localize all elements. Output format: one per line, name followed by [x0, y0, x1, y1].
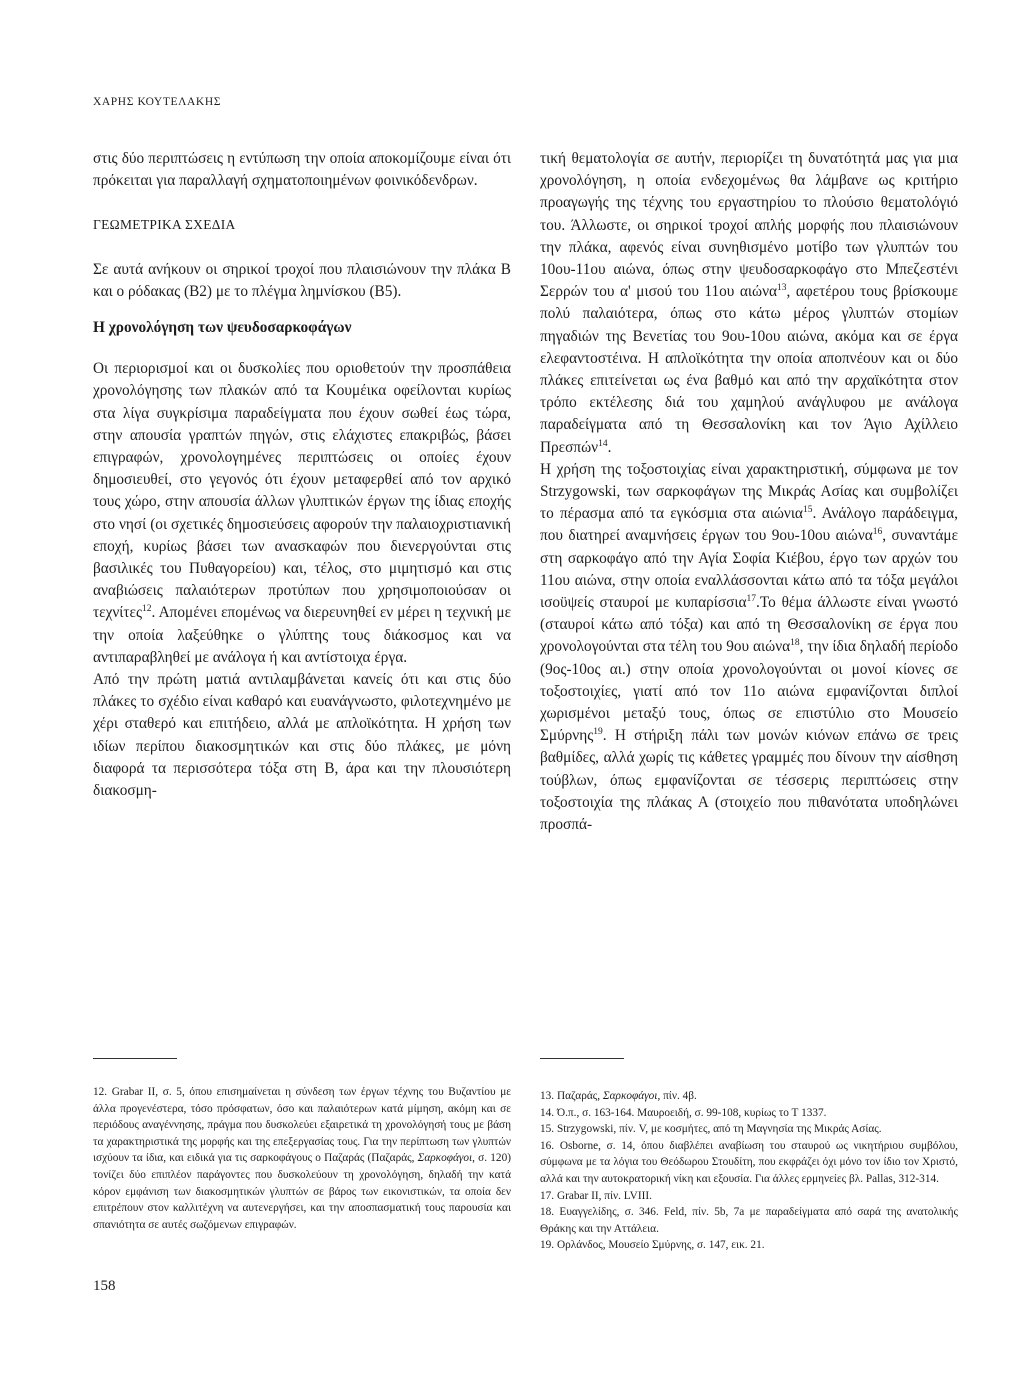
footnote-rule-right: [540, 1058, 624, 1059]
right-p2-text-4: .Το θέμα άλλωστε είναι γνωστό (σταυροί κάτω από τόξα) και από τη Θεσσαλονίκη σε έργα που χρονολογούνται στα τέλη του 9ου αιώνα: [540, 594, 958, 656]
right-paragraph-1: [540, 148, 958, 459]
page-number: 158: [93, 1278, 116, 1294]
footnote-ref-12[interactable]: 12: [142, 604, 152, 615]
right-p1-end: .: [607, 438, 612, 456]
right-p2-text-5: , την ίδια δηλαδή περίοδο (9ος-10ος αι.) στην οποία χρονολογούνται οι μονοί κίονες σε τοξοστοιχίες, γιατί από τον 11ο αιώνα εμφανίζονται διπλοί χωρισμένοι μεταξύ τους, όπως σε επιστύλιο στο Μουσείο Σμύρνης: [540, 638, 958, 745]
footnote-12-rest: , σ. 120) τονίζει δύο επιπλέον παράγοντες που δυσκολεύουν τη χρονολόγηση, δηλαδή την κατά κόρον εμφάνιση των διακοσμητικών γλυπτών σε βάρος των εικονιστικών, τα οποία δεν επιτρέπουν στον καλλιτέχνη να αυτενεργήσει, και την αποσπασματική τους παρουσία και σπανιότητα σε αυτές σωζόμενων επιγραφών.: [93, 1152, 511, 1231]
footnote-18: 18. Ευαγγελίδης, σ. 346. Feld, πίν. 5b, 7a με παραδείγματα από σαρά της ανατολικής Θράκης και την Αττάλεια.: [540, 1206, 958, 1235]
left-column: [93, 148, 511, 802]
footnote-14: 14. Ό.π., σ. 163-164. Μαυροειδή, σ. 99-108, κυρίως το Τ 1337.: [540, 1106, 827, 1119]
footnote-13-text: 13. Παζαράς,: [540, 1090, 603, 1102]
footnote-19: 19. Ορλάνδος, Μουσείο Σμύρνης, σ. 147, εικ. 21.: [540, 1239, 765, 1252]
dating-p1-text: Οι περιορισμοί και οι δυσκολίες που οριοθετούν την προσπάθεια χρονολόγησης των πλακών από τα Κουμέικα οφείλονται κυρίως στα λίγα συγκρίσιμα παραδείγματα που έχουν σωθεί έως τώρα, στην απουσία γραπτών πηγών, στις ελάχιστες επακριβώς, βάσει επιγραφών, χρονολογημένες περιπτώσεις οι οποίες έχουν δημοσιευθεί, στο γεγονός ότι έχουν μεταφερθεί από τον αρχικό τους χώρο, στην απουσία άλλων γλυπτικών έργων της ίδιας εποχής στο νησί (οι σχετικές δημοσιεύσεις αφορούν την παλαιοχριστιανική εποχή, κυρίως βάσει των ανασκαφών που διενεργούνται στις βασιλικές του Πυθαγορείου) και, τέλος, στο μιμητισμό και στις αναβιώσεις παλαιότερων προτύπων που χρησιμοποιούσαν οι τεχνίτες: [93, 360, 511, 622]
footnote-12-text: 12. Grabar II, σ. 5, όπου επισημαίνεται η σύνδεση των έργων τέχνης του Βυζαντίου με άλλα προγενέστερα, τόσο πρόσφατων, όσο και παλαιότερων κατά μίμηση, ακόμη και σε περιόδους αναγέννησης, πράγμα που δυσκολεύει εξαιρετικά τη χρονολόγησή τους με βάση τα χαρακτηριστικά της μορφής και της επεξεργασίας τους. Για την περίπτωση των γλυπτών ισχύουν τα ίδια, και ειδικά για τις σαρκοφάγους ο Παζαράς (Παζαράς,: [93, 1086, 511, 1165]
right-p2-text-2: . Ανάλογο παράδειγμα, που διατηρεί αναμνήσεις έργων του 9ου-10ου αιώνα: [540, 505, 958, 545]
footnote-ref-18[interactable]: 18: [790, 638, 800, 649]
dating-paragraph-1: [93, 358, 511, 669]
footnote-ref-17[interactable]: 17: [746, 593, 757, 604]
footnote-12: [93, 1084, 511, 1233]
footnote-13-title: Σαρκοφάγοι: [602, 1090, 658, 1102]
right-p2-text: Η χρήση της τοξοστοιχίας είναι χαρακτηριστική, σύμφωνα με τον Strzygowski, των σαρκοφάγων της Μικράς Ασίας και συμβολίζει το πέρασμα από τα εγκόσμια στα αιώνια: [540, 460, 958, 523]
footnote-17: 17. Grabar II, πίν. LVIII.: [540, 1189, 652, 1202]
footnote-16: 16. Osborne, σ. 14, όπου διαβλέπει αναβίωση του σταυρού ως νικητήριου συμβόλου, σύμφωνα με τα λόγια του Θεόδωρου Στουδίτη, που εκφράζει όχι μόνο τον ίδιο τον Χριστό, αλλά και την αυτοκρατορική νίκη και εξουσία. Για άλλες ερμηνείες βλ. Pallas, 312-314.: [540, 1139, 958, 1185]
footnote-13-rest: , πίν. 4β.: [657, 1090, 697, 1102]
right-p2-text-6: . Η στήριξη πάλι των μονών κιόνων επάνω σε τρεις βαθμίδες, αλλά χωρίς τις κάθετες γραμμές που δίνουν την αίσθηση τούβλων, όπως εμφανίζονται σε τέσσερις περιπτώσεις στην τοξοστοιχία της πλάκας Α (στοιχείο που πιθανότατα υποδηλώνει προσπά-: [540, 727, 958, 834]
right-column: [540, 148, 958, 836]
right-paragraph-2: [540, 459, 958, 836]
footnote-ref-19[interactable]: 19: [593, 727, 603, 738]
footnote-ref-15[interactable]: 15: [802, 505, 813, 516]
section-heading-dating: Η χρονολόγηση των ψευδοσαρκοφάγων: [93, 319, 352, 337]
dating-paragraph-2: Από την πρώτη ματιά αντιλαμβάνεται κανείς ότι και στις δύο πλάκες το σχέδιο είναι καθαρό και ευανάγνωστο, φιλοτεχνημένο με χέρι σταθερό και επιτήδειο, αλλά με απλοϊκότητα. Η χρήση των ιδίων περίπου διακοσμητικών και στις δύο πλάκες, με μόνη διαφορά τα περισσότερα τόξα στη Β, άρα και την πλουσιότερη διακοσμη-: [93, 671, 511, 800]
section-heading-geometric: ΓΕΩΜΕΤΡΙΚΑ ΣΧΕΔΙΑ: [93, 217, 236, 233]
right-p2-text-3: , συναντάμε στη σαρκοφάγο από την Αγία Σοφία Κιέβου, έργο των αρχών του 11ου αιώνα, στην οποία εναλλάσσονται κάτω από τα τόξα μεγάλοι ισοϋψείς σταυροί με κυπαρίσσια: [540, 527, 958, 612]
running-header: ΧΑΡΗΣ ΚΟΥΤΕΛΑΚΗΣ: [93, 96, 222, 108]
intro-paragraph: στις δύο περιπτώσεις η εντύπωση την οποία αποκομίζουμε είναι ότι πρόκειται για παραλλαγή σχηματοποιημένων φοινικόδενδρων.: [93, 150, 511, 190]
dating-p1-tail: . Απομένει επομένως να διερευνηθεί εν μέρει η τεχνική με την οποία λαξεύθηκε ο γλύπτης τους διάκοσμος και να αντιπαραβληθεί με ανάλογα ή και αντίστοιχα έργα.: [93, 604, 511, 666]
footnote-ref-16[interactable]: 16: [872, 527, 883, 538]
footnotes-left: [93, 1084, 511, 1233]
footnote-ref-14[interactable]: 14: [598, 438, 608, 449]
footnote-12-title: Σαρκοφάγοι: [417, 1152, 473, 1165]
footnote-rule-left: [93, 1058, 177, 1059]
footnote-15: 15. Strzygowski, πίν. V, με κοσμήτες, από τη Μαγνησία της Μικράς Ασίας.: [540, 1123, 882, 1136]
footnote-ref-13[interactable]: 13: [777, 283, 787, 294]
right-p1-text-2: , αφετέρου τους βρίσκουμε πολύ παλαιότερα, όπως στο κάτω μέρος γλυπτών στομίων πηγαδιών της Βενετίας του 9ου-10ου αιώνα, ακόμα και σε έργα ελεφαντοστέινα. Η απλοϊκότητα την οποία αποπνέουν και οι δύο πλάκες επιτείνεται ως ένα βαθμό και από την αρχαϊκότητα στον τρόπο εκτέλεσης διά του χαμηλού ανάγλυφου με ανάλογα παραδείγματα από τη Θεσσαλονίκη και τον Άγιο Αχίλλειο Πρεσπών: [540, 283, 958, 456]
footnote-13: [540, 1088, 958, 1105]
footnotes-right: [540, 1088, 958, 1254]
geometric-paragraph: Σε αυτά ανήκουν οι σηρικοί τροχοί που πλαισιώνουν την πλάκα Β και ο ρόδακας (Β2) με το πλέγμα λημνίσκου (Β5).: [93, 260, 511, 300]
right-p1-text: τική θεματολογία σε αυτήν, περιορίζει τη δυνατότητά μας για μια χρονολόγηση, η οποία ενδεχομένως θα λάμβανε ως κριτήριο προαγωγής της τέχνης του εργαστηρίου το πλούσιο θεματολόγιό του. Άλλωστε, οι σηρικοί τροχοί απλής μορφής που πλαισιώνουν την πλάκα, αφενός είναι συνηθισμένο μοτίβο των γλυπτών του 10ου-11ου αιώνα, όπως στην ψευδοσαρκοφάγο στο Μπεζεστένι Σερρών του α' μισού του 11ου αιώνα: [540, 150, 958, 301]
